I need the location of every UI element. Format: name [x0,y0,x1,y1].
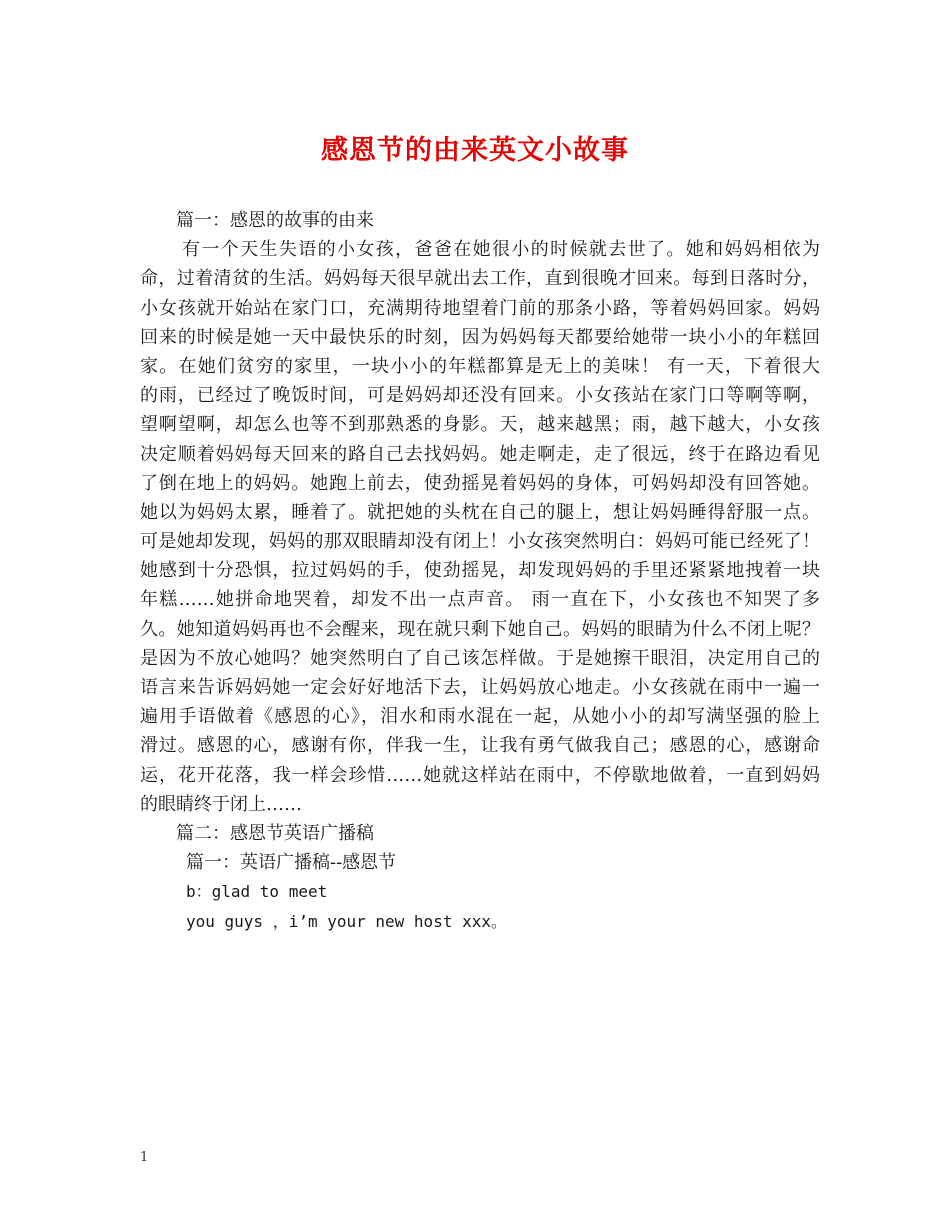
paragraph-line: 的眼睛终于闭上…… [140,793,302,815]
paragraph-line: 家。在她们贫穷的家里，一块小小的年糕都算是无上的美味！ 有一天，下着很大 [140,355,820,377]
paragraph-line: 是因为不放心她吗？她突然明白了自己该怎样做。于是她擦干眼泪，决定用自己的 [140,647,820,669]
english-line: you guys ，i’m your new host xxx。 [186,911,507,931]
section-heading-2: 篇二：感恩节英语广播稿 [176,822,374,844]
paragraph-line: 小女孩就开始站在家门口，充满期待地望着门前的那条小路，等着妈妈回家。妈妈 [140,297,820,319]
paragraph-line: 可是她却发现，妈妈的那双眼睛却没有闭上！小女孩突然明白：妈妈可能已经死了！ [140,531,820,553]
document-title: 感恩节的由来英文小故事 [321,135,629,166]
paragraph-line: 久。她知道妈妈再也不会醒来，现在就只剩下她自己。妈妈的眼睛为什么不闭上呢？ [140,618,820,640]
paragraph-line: 滑过。感恩的心，感谢有你，伴我一生，让我有勇气做我自己；感恩的心，感谢命 [140,735,820,757]
document-body [140,206,820,936]
paragraph-line: 年糕……她拼命地哭着，却发不出一点声音。 雨一直在下，小女孩也不知哭了多 [140,589,820,611]
paragraph-line: 语言来告诉妈妈她一定会好好地活下去，让妈妈放心地走。小女孩就在雨中一遍一 [140,677,820,698]
paragraph-line: 命，过着清贫的生活。妈妈每天很早就出去工作，直到很晚才回来。每到日落时分， [140,268,820,290]
paragraph-line: 回来的时候是她一天中最快乐的时刻，因为妈妈每天都要给她带一块小小的年糕回 [140,326,820,348]
paragraph-line: 决定顺着妈妈每天回来的路自己去找妈妈。她走啊走，走了很远，终于在路边看见 [140,443,820,465]
paragraph-line: 了倒在地上的妈妈。她跑上前去，使劲摇晃着妈妈的身体，可妈妈却没有回答她。 [140,472,820,494]
english-line: b：glad to meet [186,882,328,902]
sub-heading: 篇一：英语广播稿--感恩节 [186,852,397,874]
paragraph-line: 望啊望啊，却怎么也等不到那熟悉的身影。天，越来越黑；雨，越下越大，小女孩 [140,414,820,436]
section-heading-1: 篇一：感恩的故事的由来 [176,210,374,231]
paragraph-line: 她感到十分恐惧，拉过妈妈的手，使劲摇晃，却发现妈妈的手里还紧紧地拽着一块 [140,560,820,582]
paragraph-line: 运，花开花落，我一样会珍惜……她就这样站在雨中，不停歇地做着，一直到妈妈 [140,764,820,786]
paragraph-line: 她以为妈妈太累，睡着了。就把她的头枕在自己的腿上，想让妈妈睡得舒服一点。 [140,501,820,523]
page-number: 1 [140,1150,149,1165]
paragraph-line: 的雨，已经过了晚饭时间，可是妈妈却还没有回来。小女孩站在家门口等啊等啊， [140,385,820,407]
paragraph-line: 有一个天生失语的小女孩，爸爸在她很小的时候就去世了。她和妈妈相依为 [182,239,820,261]
paragraph-line: 遍用手语做着《感恩的心》，泪水和雨水混在一起，从她小小的却写满坚强的脸上 [140,706,820,728]
